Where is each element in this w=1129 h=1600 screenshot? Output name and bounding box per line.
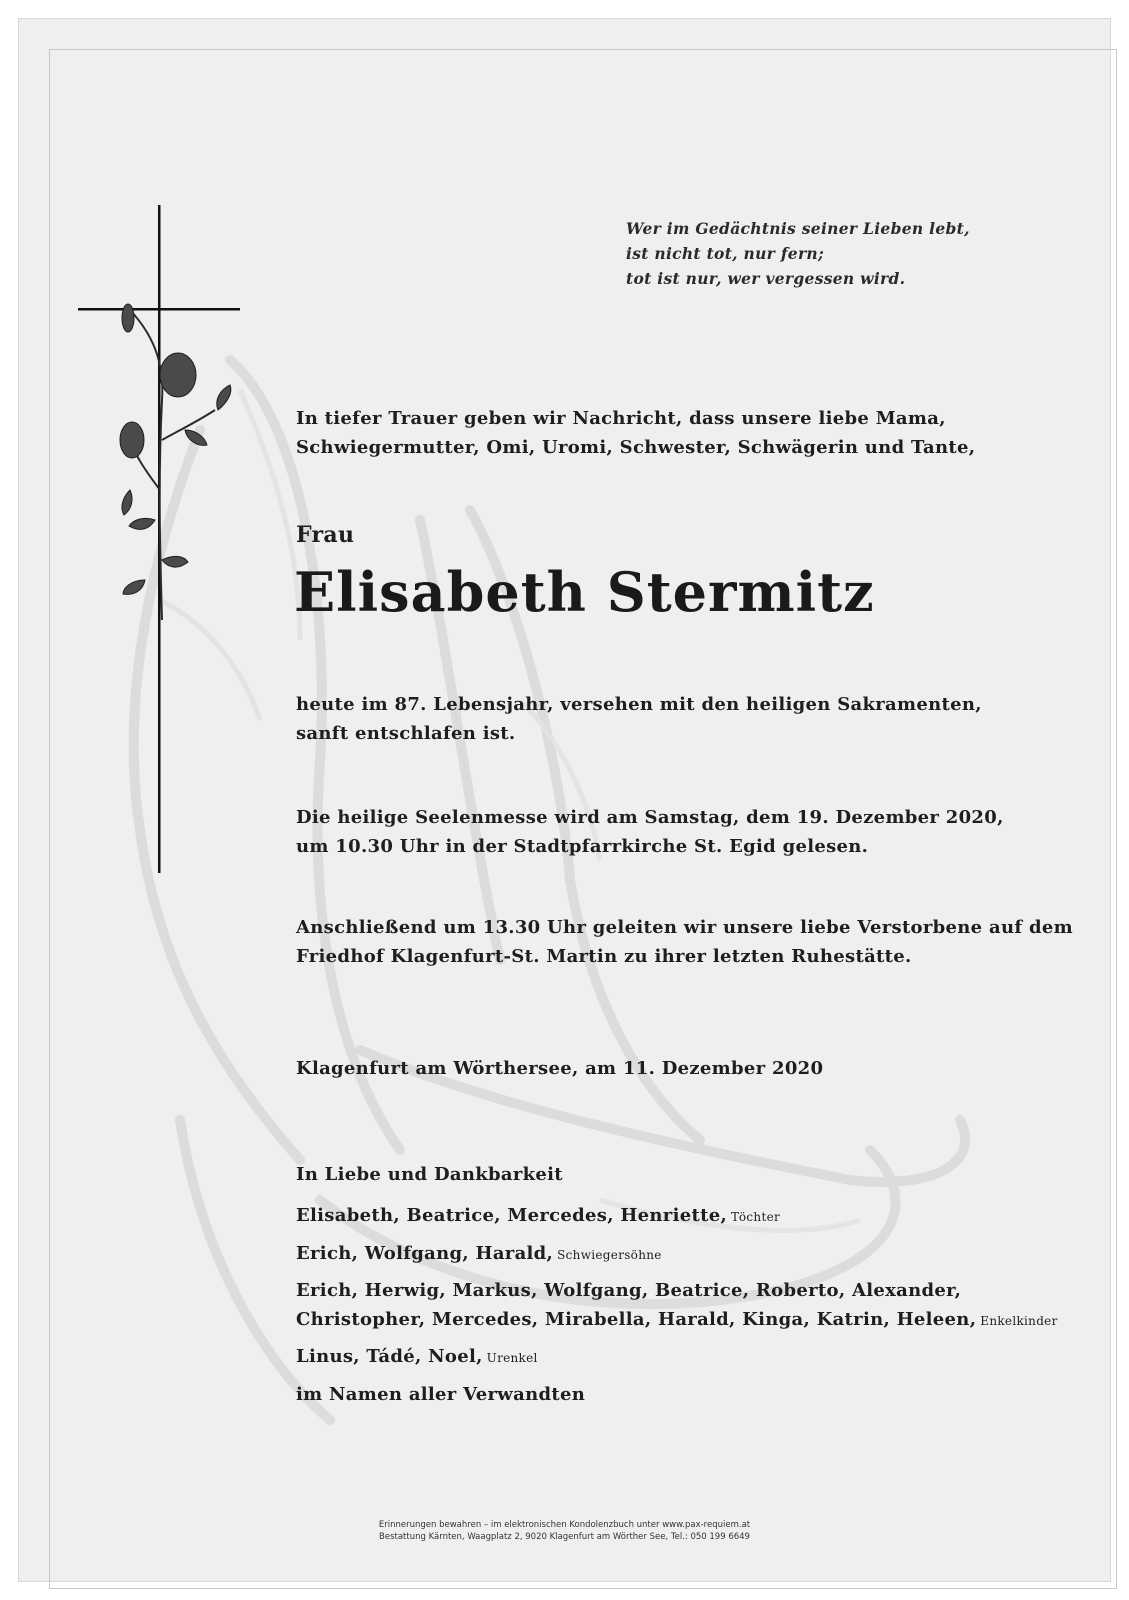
footer-line: Bestattung Kärnten, Waagplatz 2, 9020 Klagenfurt am Wörther See, Tel.: 050 199 6649 (379, 1532, 750, 1542)
signature-sons-in-law (296, 1239, 662, 1270)
daughters-names: Elisabeth, Beatrice, Mercedes, Henriette, (296, 1205, 728, 1226)
footer (0, 1519, 1129, 1543)
quote-line: tot ist nur, wer vergessen wird. (626, 269, 906, 288)
passing-text (296, 690, 982, 748)
sons-in-law-names: Erich, Wolfgang, Harald, (296, 1243, 554, 1264)
great-grandchildren-names: Linus, Tádé, Noel, (296, 1346, 483, 1367)
signature-grandchildren (296, 1276, 1058, 1336)
signature-heading: In Liebe und Dankbarkeit (296, 1164, 563, 1185)
daughters-role: Töchter (731, 1210, 781, 1224)
grandchildren-role: Enkelkinder (980, 1314, 1058, 1328)
quote-line: ist nicht tot, nur fern; (626, 244, 825, 263)
signature-daughters (296, 1201, 780, 1232)
rose-icon (100, 290, 240, 630)
signature-great-grandchildren (296, 1342, 538, 1373)
great-grandchildren-role: Urenkel (486, 1351, 538, 1365)
passing-line: sanft entschlafen ist. (296, 723, 516, 744)
burial-line: Anschließend um 13.30 Uhr geleiten wir unsere liebe Verstorbene auf dem (296, 917, 1073, 938)
intro-line: Schwiegermutter, Omi, Uromi, Schwester, Schwägerin und Tante, (296, 437, 976, 458)
mass-line: Die heilige Seelenmesse wird am Samstag, dem 19. Dezember 2020, (296, 807, 1004, 828)
announcement-intro (296, 404, 975, 462)
deceased-title: Frau (296, 522, 355, 548)
mass-line: um 10.30 Uhr in der Stadtpfarrkirche St. Egid gelesen. (296, 836, 869, 857)
memorial-quote (626, 216, 970, 291)
burial-line: Friedhof Klagenfurt-St. Martin zu ihrer letzten Ruhestätte. (296, 946, 912, 967)
passing-line: heute im 87. Lebensjahr, versehen mit den heiligen Sakramenten, (296, 694, 982, 715)
sons-in-law-role: Schwiegersöhne (557, 1248, 662, 1262)
grandchildren-line: Christopher, Mercedes, Mirabella, Harald, Kinga, Katrin, Heleen, (296, 1309, 977, 1330)
grandchildren-line: Erich, Herwig, Markus, Wolfgang, Beatrice, Roberto, Alexander, (296, 1280, 962, 1301)
mass-text (296, 803, 1004, 861)
place-date: Klagenfurt am Wörthersee, am 11. Dezember 2020 (296, 1058, 824, 1079)
signature-closing: im Namen aller Verwandten (296, 1384, 586, 1405)
deceased-name: Elisabeth Stermitz (294, 560, 875, 624)
intro-line: In tiefer Trauer geben wir Nachricht, dass unsere liebe Mama, (296, 408, 946, 429)
quote-line: Wer im Gedächtnis seiner Lieben lebt, (626, 219, 970, 238)
footer-line: Erinnerungen bewahren – im elektronischen Kondolenzbuch unter www.pax-requiem.at (378, 1520, 751, 1530)
burial-text (296, 913, 1073, 971)
